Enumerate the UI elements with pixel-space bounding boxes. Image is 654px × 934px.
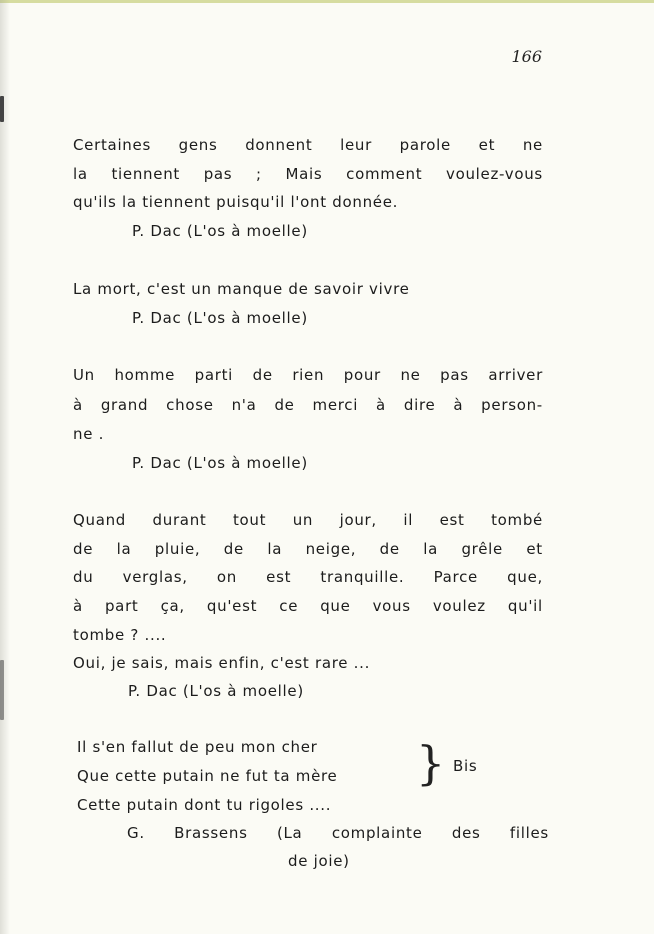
word: vous xyxy=(372,597,411,615)
word: merci xyxy=(312,396,359,414)
word: arriver xyxy=(488,366,543,384)
quote-line xyxy=(73,163,543,185)
word: grêle xyxy=(461,540,503,558)
word: Brassens xyxy=(174,824,248,842)
word: est xyxy=(266,568,292,586)
word: person- xyxy=(481,396,543,414)
word: que xyxy=(320,597,351,615)
word: tranquille. xyxy=(320,568,405,586)
word: à xyxy=(73,396,83,414)
quote-line xyxy=(73,364,543,386)
top-edge-line xyxy=(0,0,654,3)
word: leur xyxy=(340,136,372,154)
word: neige, xyxy=(305,540,357,558)
word: Mais xyxy=(285,165,323,183)
quote-line: ne . xyxy=(73,425,105,443)
word: parole xyxy=(399,136,451,154)
word: Quand xyxy=(73,511,127,529)
quote-line xyxy=(73,134,543,156)
word: donnent xyxy=(245,136,313,154)
word: qu'il xyxy=(507,597,543,615)
word: Parce xyxy=(433,568,478,586)
quote-line: qu'ils la tiennent puisqu'il l'ont donnée. xyxy=(73,193,399,211)
quote-author: P. Dac (L'os à moelle) xyxy=(132,222,308,240)
quote-line xyxy=(73,509,543,531)
quote-line: La mort, c'est un manque de savoir vivre xyxy=(73,280,410,298)
word: la xyxy=(267,540,283,558)
word: et xyxy=(478,136,496,154)
word: pour xyxy=(343,366,381,384)
word: n'a xyxy=(231,396,257,414)
word: un xyxy=(292,511,314,529)
word: ; xyxy=(256,165,262,183)
word: de xyxy=(274,396,295,414)
word: chose xyxy=(166,396,214,414)
word: ne xyxy=(522,136,543,154)
word: qu'est xyxy=(206,597,258,615)
song-line: Cette putain dont tu rigoles .... xyxy=(77,796,332,814)
word: il xyxy=(403,511,414,529)
word: G. xyxy=(127,824,145,842)
word: Un xyxy=(73,366,95,384)
word: Certaines xyxy=(73,136,151,154)
song-line: Que cette putain ne fut ta mère xyxy=(77,767,338,785)
word: la xyxy=(73,165,88,183)
word: durant xyxy=(152,511,207,529)
quote-author: P. Dac (L'os à moelle) xyxy=(128,682,304,700)
quote-line: tombe ? .... xyxy=(73,626,167,644)
word: jour, xyxy=(339,511,377,529)
quote-author: P. Dac (L'os à moelle) xyxy=(132,454,308,472)
quote-line: Oui, je sais, mais enfin, c'est rare ... xyxy=(73,654,371,672)
word: voulez-vous xyxy=(446,165,543,183)
word: verglas, xyxy=(122,568,188,586)
word: gens xyxy=(178,136,218,154)
word: tout xyxy=(232,511,267,529)
word: de xyxy=(73,540,94,558)
quote-line xyxy=(73,595,543,617)
song-attribution xyxy=(127,822,549,844)
word: à xyxy=(73,597,83,615)
quote-line xyxy=(73,566,543,588)
word: de xyxy=(223,540,244,558)
word: à xyxy=(453,396,464,414)
word: pas xyxy=(440,366,469,384)
word: la xyxy=(116,540,132,558)
word: (La xyxy=(276,824,303,842)
page-number: 166 xyxy=(511,47,542,66)
word: voulez xyxy=(432,597,486,615)
word: part xyxy=(104,597,139,615)
word: parti xyxy=(194,366,234,384)
word: filles xyxy=(509,824,549,842)
binding-mark xyxy=(0,96,4,122)
word: est xyxy=(439,511,465,529)
word: grand xyxy=(100,396,149,414)
word: la xyxy=(423,540,439,558)
bis-label: Bis xyxy=(453,757,478,775)
word: on xyxy=(216,568,237,586)
word: complainte xyxy=(331,824,423,842)
curly-brace-icon: } xyxy=(416,736,446,790)
word: ça, xyxy=(160,597,185,615)
word: pluie, xyxy=(154,540,201,558)
word: ce xyxy=(279,597,299,615)
word: homme xyxy=(114,366,176,384)
song-attribution-continued: de joie) xyxy=(288,852,350,870)
word: que, xyxy=(507,568,543,586)
word: dire xyxy=(403,396,436,414)
quote-line xyxy=(73,394,543,416)
word: comment xyxy=(346,165,423,183)
scan-left-shadow xyxy=(0,0,10,934)
word: à xyxy=(376,396,386,414)
word: du xyxy=(73,568,94,586)
word: tombé xyxy=(491,511,543,529)
binding-mark xyxy=(0,660,4,720)
quote-line xyxy=(73,538,543,560)
song-line: Il s'en fallut de peu mon cher xyxy=(77,738,318,756)
word: rien xyxy=(292,366,325,384)
word: et xyxy=(526,540,543,558)
word: de xyxy=(252,366,273,384)
word: pas xyxy=(203,165,233,183)
word: tiennent xyxy=(111,165,180,183)
word: ne xyxy=(400,366,421,384)
word: des xyxy=(451,824,481,842)
quote-author: P. Dac (L'os à moelle) xyxy=(132,309,308,327)
word: de xyxy=(379,540,400,558)
